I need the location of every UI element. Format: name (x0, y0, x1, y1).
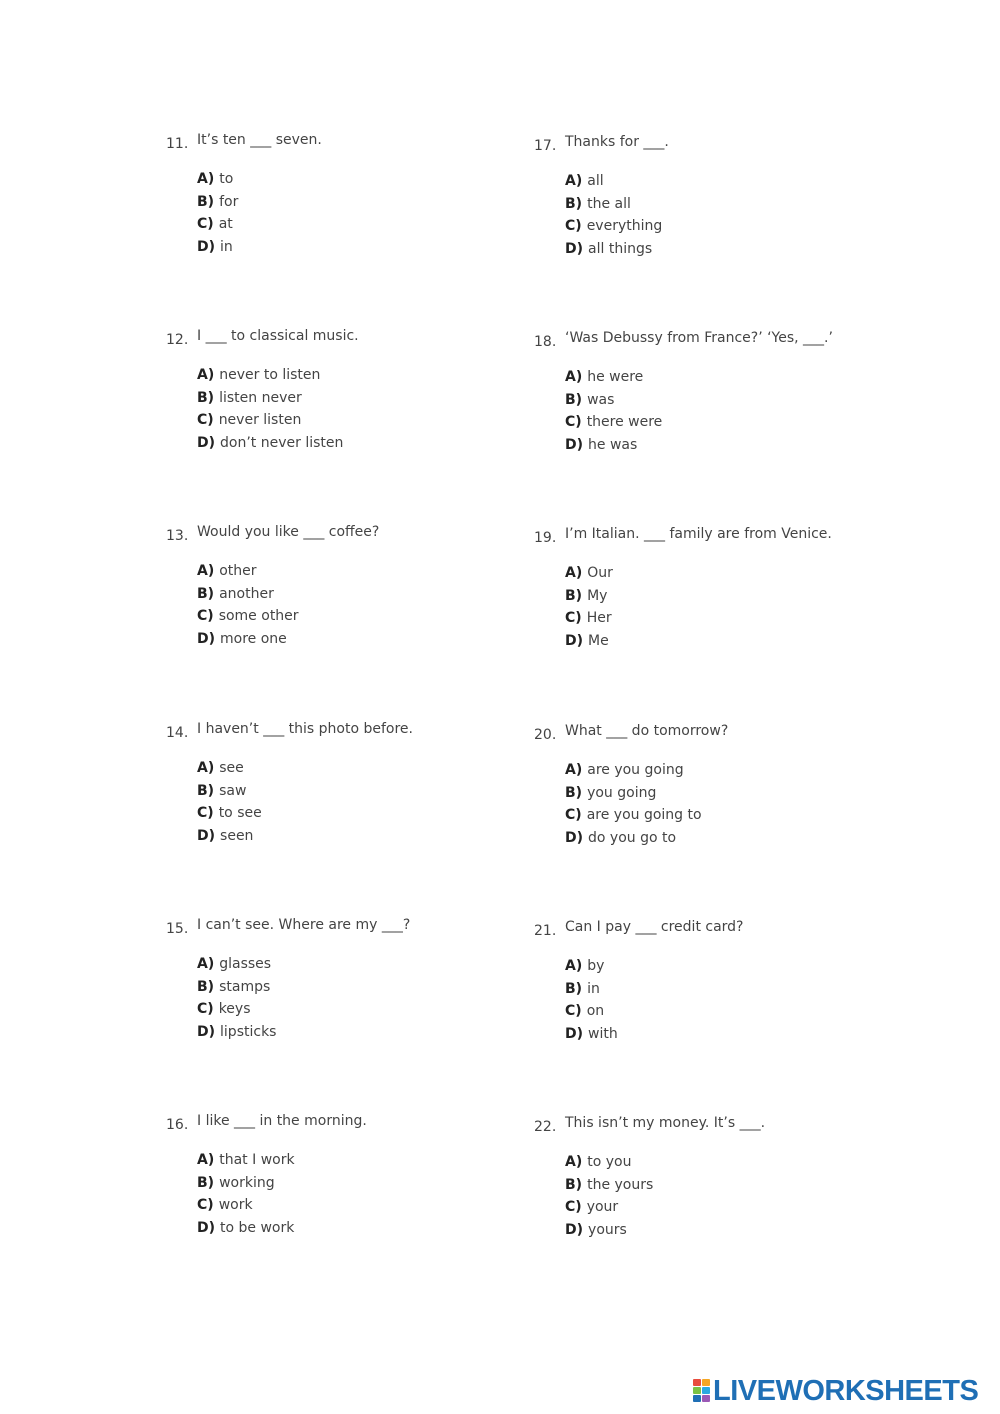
option-c[interactable] (197, 802, 496, 825)
option-text: Her (586, 610, 612, 627)
option-a[interactable] (565, 955, 864, 978)
option-text: don’t never listen (220, 435, 344, 452)
question-text: What ___ do tomorrow? (565, 723, 729, 739)
question-text: I’m Italian. ___ family are from Venice. (565, 526, 832, 542)
option-a[interactable] (197, 1149, 496, 1172)
option-c[interactable] (565, 804, 864, 827)
option-d[interactable] (565, 827, 864, 850)
option-c[interactable] (197, 213, 496, 236)
option-c[interactable] (197, 605, 496, 628)
option-c[interactable] (565, 1000, 864, 1023)
option-b[interactable] (565, 389, 864, 412)
logo-icon-tile (702, 1387, 710, 1394)
option-text: was (587, 391, 615, 408)
question-number: 14. (166, 725, 189, 741)
option-text: Our (587, 565, 613, 581)
option-text: another (219, 585, 274, 602)
question-text: Would you like ___ coffee? (197, 524, 380, 540)
option-a[interactable] (197, 757, 496, 780)
logo-icon-tile (702, 1395, 710, 1402)
option-letter: A) (197, 760, 215, 776)
option-letter: D) (197, 435, 216, 452)
option-letter: B) (565, 1176, 583, 1193)
option-letter: D) (565, 830, 584, 847)
option-text: do you go to (588, 830, 677, 847)
option-text: to be work (220, 1220, 295, 1237)
option-d[interactable] (565, 238, 864, 261)
option-text: in (587, 980, 600, 997)
option-text: My (587, 587, 608, 604)
liveworksheets-logo[interactable] (693, 1377, 978, 1405)
question-number: 20. (534, 727, 557, 743)
option-text: your (586, 1199, 619, 1216)
option-text: by (587, 958, 605, 974)
option-letter: D) (197, 631, 216, 648)
option-letter: B) (197, 978, 215, 995)
option-text: to you (587, 1154, 632, 1170)
option-text: that I work (219, 1152, 295, 1168)
option-letter: C) (197, 412, 214, 429)
option-text: all things (588, 241, 653, 258)
logo-icon-tile (693, 1387, 701, 1394)
option-text: he were (587, 369, 644, 385)
option-letter: B) (197, 585, 215, 602)
option-text: work (218, 1197, 253, 1214)
question-11 (166, 132, 496, 259)
option-letter: D) (197, 239, 216, 256)
option-d[interactable] (197, 236, 496, 259)
option-letter: D) (197, 1220, 216, 1237)
option-letter: A) (197, 171, 215, 187)
logo-icon-tile (693, 1395, 701, 1402)
question-number: 11. (166, 136, 189, 152)
option-text: with (588, 1026, 618, 1043)
option-text: other (219, 563, 257, 579)
option-text: to see (218, 805, 262, 822)
option-text: he was (588, 437, 638, 454)
option-letter: D) (565, 241, 584, 258)
option-text: never listen (218, 412, 302, 429)
option-text: the yours (587, 1176, 654, 1193)
option-letter: A) (197, 563, 215, 579)
option-d[interactable] (197, 825, 496, 848)
option-letter: A) (565, 958, 583, 974)
option-text: working (219, 1174, 275, 1191)
logo-text: LIVEWORKSHEETS (713, 1375, 979, 1407)
option-letter: D) (565, 1026, 584, 1043)
option-letter: C) (565, 414, 582, 431)
option-c[interactable] (565, 607, 864, 630)
question-number: 13. (166, 528, 189, 544)
option-text: seen (220, 828, 254, 845)
question-text: Thanks for ___. (565, 134, 669, 150)
option-text: glasses (219, 956, 272, 972)
question-15 (166, 917, 496, 1044)
question-text: I ___ to classical music. (197, 328, 359, 344)
option-text: all (587, 173, 604, 189)
option-letter: D) (565, 437, 584, 454)
option-a[interactable] (565, 170, 864, 193)
option-letter: A) (197, 367, 215, 383)
option-a[interactable] (565, 562, 864, 585)
option-letter: D) (197, 1024, 216, 1041)
option-c[interactable] (565, 215, 864, 238)
option-text: lipsticks (220, 1024, 277, 1041)
option-c[interactable] (197, 998, 496, 1021)
option-d[interactable] (565, 1219, 864, 1242)
option-d[interactable] (565, 434, 864, 457)
option-c[interactable] (565, 1196, 864, 1219)
question-20 (534, 723, 864, 850)
option-b[interactable] (197, 1172, 496, 1195)
option-letter: A) (565, 173, 583, 189)
option-b[interactable] (565, 978, 864, 1001)
option-b[interactable] (565, 585, 864, 608)
option-text: to (219, 171, 234, 187)
question-text: This isn’t my money. It’s ___. (565, 1115, 766, 1131)
option-d[interactable] (197, 628, 496, 651)
option-text: saw (219, 782, 247, 799)
logo-icon-tile (702, 1379, 710, 1386)
option-a[interactable] (565, 759, 864, 782)
question-text: Can I pay ___ credit card? (565, 919, 744, 935)
option-a[interactable] (197, 168, 496, 191)
question-19 (534, 526, 864, 653)
option-a[interactable] (565, 1151, 864, 1174)
option-d[interactable] (565, 630, 864, 653)
option-letter: A) (565, 1154, 583, 1170)
option-text: Me (588, 633, 609, 650)
option-b[interactable] (565, 1174, 864, 1197)
option-text: yours (588, 1222, 627, 1239)
option-a[interactable] (565, 366, 864, 389)
option-letter: C) (565, 1003, 582, 1020)
option-d[interactable] (565, 1023, 864, 1046)
option-a[interactable] (197, 364, 496, 387)
option-text: everything (586, 218, 663, 235)
question-number: 17. (534, 138, 557, 154)
question-13 (166, 524, 496, 651)
option-letter: C) (197, 608, 214, 625)
question-number: 16. (166, 1117, 189, 1133)
question-number: 19. (534, 530, 557, 546)
option-b[interactable] (197, 387, 496, 410)
option-letter: C) (565, 1199, 582, 1216)
option-letter: B) (565, 980, 583, 997)
question-number: 18. (534, 334, 557, 350)
option-letter: B) (565, 784, 583, 801)
option-text: keys (218, 1001, 251, 1018)
option-letter: D) (197, 828, 216, 845)
option-text: see (219, 760, 244, 776)
question-16 (166, 1113, 496, 1240)
question-17 (534, 134, 864, 261)
option-text: listen never (219, 389, 302, 406)
option-text: in (220, 239, 233, 256)
option-letter: B) (197, 193, 215, 210)
option-c[interactable] (197, 1194, 496, 1217)
question-number: 15. (166, 921, 189, 937)
option-letter: C) (565, 610, 582, 627)
option-text: the all (587, 195, 631, 212)
question-21 (534, 919, 864, 1046)
option-text: stamps (219, 978, 271, 995)
option-text: at (218, 216, 233, 233)
question-12 (166, 328, 496, 455)
option-a[interactable] (197, 953, 496, 976)
option-a[interactable] (197, 560, 496, 583)
option-text: for (219, 193, 239, 210)
question-18 (534, 330, 864, 457)
question-number: 21. (534, 923, 557, 939)
option-text: are you going to (586, 807, 702, 824)
option-b[interactable] (197, 191, 496, 214)
option-letter: C) (565, 807, 582, 824)
option-d[interactable] (197, 1021, 496, 1044)
option-letter: C) (197, 805, 214, 822)
question-number: 22. (534, 1119, 557, 1135)
question-text: I haven’t ___ this photo before. (197, 721, 413, 737)
option-text: there were (586, 414, 663, 431)
option-letter: A) (197, 1152, 215, 1168)
option-b[interactable] (565, 782, 864, 805)
option-c[interactable] (197, 409, 496, 432)
option-letter: D) (565, 1222, 584, 1239)
option-letter: A) (565, 762, 583, 778)
option-letter: B) (197, 782, 215, 799)
option-letter: C) (197, 1001, 214, 1018)
option-text: some other (218, 608, 299, 625)
option-c[interactable] (565, 411, 864, 434)
question-text: I like ___ in the morning. (197, 1113, 367, 1129)
option-d[interactable] (197, 1217, 496, 1240)
option-letter: C) (197, 216, 214, 233)
option-b[interactable] (197, 976, 496, 999)
logo-icon (693, 1379, 711, 1403)
option-text: you going (587, 784, 657, 801)
option-letter: B) (565, 195, 583, 212)
question-text: I can’t see. Where are my ___? (197, 917, 411, 933)
option-text: more one (220, 631, 287, 648)
option-letter: B) (565, 587, 583, 604)
question-text: ‘Was Debussy from France?’ ‘Yes, ___.’ (565, 330, 833, 346)
option-letter: A) (197, 956, 215, 972)
option-letter: C) (197, 1197, 214, 1214)
option-letter: A) (565, 369, 583, 385)
option-b[interactable] (197, 583, 496, 606)
logo-icon-tile (693, 1379, 701, 1386)
option-letter: A) (565, 565, 583, 581)
option-letter: C) (565, 218, 582, 235)
option-d[interactable] (197, 432, 496, 455)
question-text: It’s ten ___ seven. (197, 132, 322, 148)
option-b[interactable] (197, 780, 496, 803)
question-22 (534, 1115, 864, 1242)
option-text: are you going (587, 762, 684, 778)
option-letter: B) (197, 389, 215, 406)
question-14 (166, 721, 496, 848)
question-number: 12. (166, 332, 189, 348)
option-text: on (586, 1003, 605, 1020)
option-letter: D) (565, 633, 584, 650)
option-letter: B) (197, 1174, 215, 1191)
option-b[interactable] (565, 193, 864, 216)
option-text: never to listen (219, 367, 321, 383)
option-letter: B) (565, 391, 583, 408)
